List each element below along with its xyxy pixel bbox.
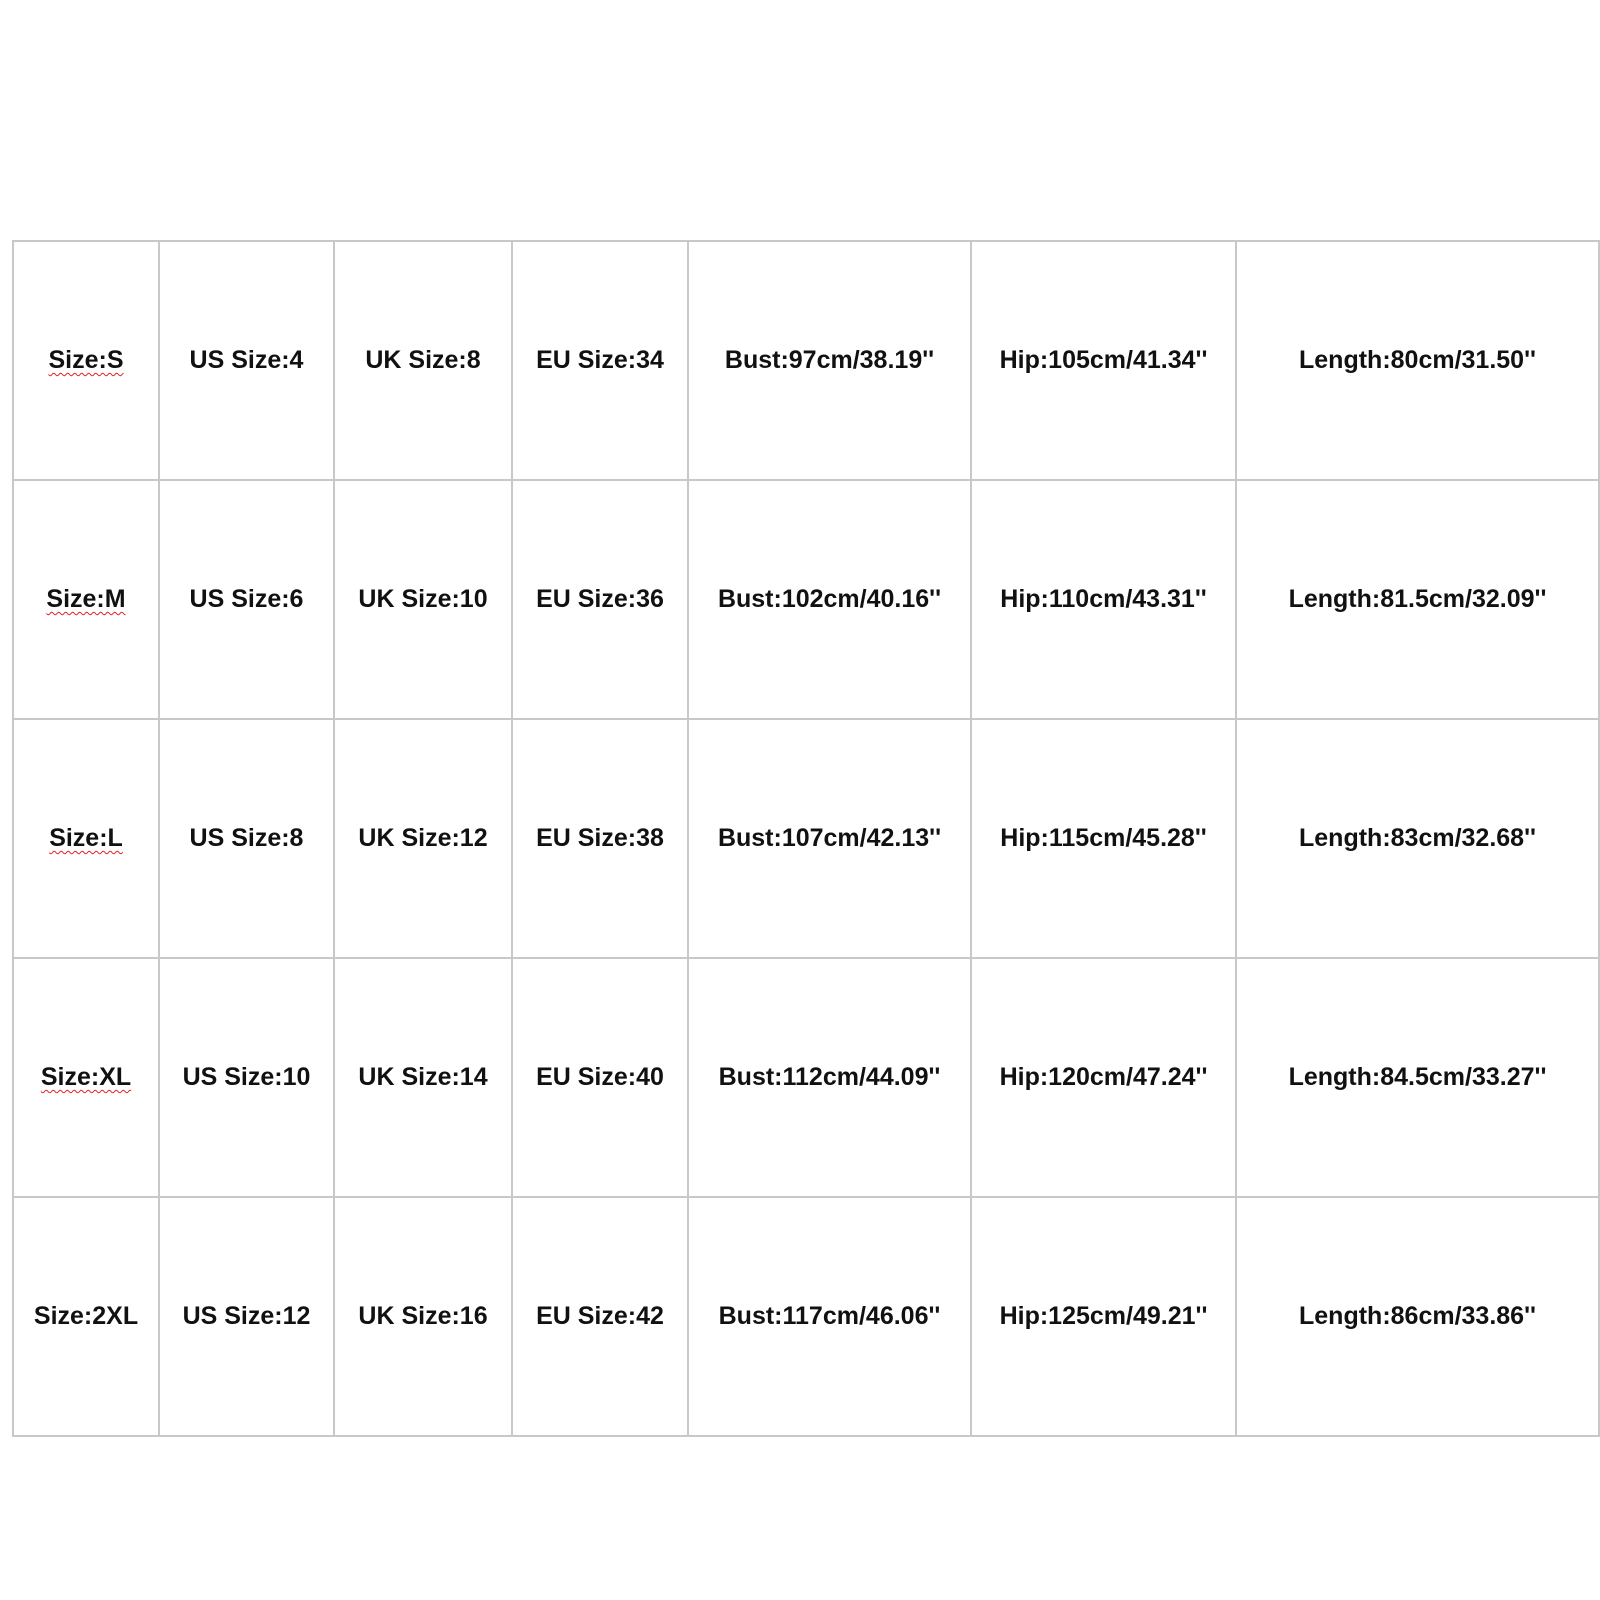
length-cell: Length:83cm/32.68''	[1236, 719, 1599, 958]
uk-size-cell: UK Size:8	[334, 241, 512, 480]
size-label: Size:M	[46, 585, 126, 613]
eu-size-cell: EU Size:36	[512, 480, 688, 719]
us-size-cell: US Size:10	[159, 958, 334, 1197]
size-chart-table	[12, 240, 1600, 1437]
size-label: Size:L	[49, 824, 123, 852]
table-row	[13, 958, 1599, 1197]
size-cell	[13, 958, 159, 1197]
size-cell	[13, 719, 159, 958]
hip-cell: Hip:125cm/49.21''	[971, 1197, 1236, 1436]
bust-cell: Bust:117cm/46.06''	[688, 1197, 971, 1436]
uk-size-cell: UK Size:16	[334, 1197, 512, 1436]
us-size-cell: US Size:8	[159, 719, 334, 958]
hip-cell: Hip:120cm/47.24''	[971, 958, 1236, 1197]
table-row	[13, 480, 1599, 719]
hip-cell: Hip:110cm/43.31''	[971, 480, 1236, 719]
size-cell	[13, 1197, 159, 1436]
eu-size-cell: EU Size:40	[512, 958, 688, 1197]
bust-cell: Bust:107cm/42.13''	[688, 719, 971, 958]
eu-size-cell: EU Size:42	[512, 1197, 688, 1436]
bust-cell: Bust:112cm/44.09''	[688, 958, 971, 1197]
uk-size-cell: UK Size:10	[334, 480, 512, 719]
hip-cell: Hip:105cm/41.34''	[971, 241, 1236, 480]
us-size-cell: US Size:6	[159, 480, 334, 719]
eu-size-cell: EU Size:38	[512, 719, 688, 958]
table-row	[13, 1197, 1599, 1436]
eu-size-cell: EU Size:34	[512, 241, 688, 480]
size-label: Size:XL	[40, 1063, 132, 1091]
bust-cell: Bust:97cm/38.19''	[688, 241, 971, 480]
size-label: Size:S	[48, 346, 124, 374]
size-cell	[13, 480, 159, 719]
length-cell: Length:86cm/33.86''	[1236, 1197, 1599, 1436]
hip-cell: Hip:115cm/45.28''	[971, 719, 1236, 958]
table-row	[13, 719, 1599, 958]
size-cell	[13, 241, 159, 480]
uk-size-cell: UK Size:14	[334, 958, 512, 1197]
length-cell: Length:80cm/31.50''	[1236, 241, 1599, 480]
uk-size-cell: UK Size:12	[334, 719, 512, 958]
us-size-cell: US Size:4	[159, 241, 334, 480]
length-cell: Length:81.5cm/32.09''	[1236, 480, 1599, 719]
us-size-cell: US Size:12	[159, 1197, 334, 1436]
length-cell: Length:84.5cm/33.27''	[1236, 958, 1599, 1197]
table-row	[13, 241, 1599, 480]
bust-cell: Bust:102cm/40.16''	[688, 480, 971, 719]
size-label: Size:2XL	[33, 1302, 139, 1330]
